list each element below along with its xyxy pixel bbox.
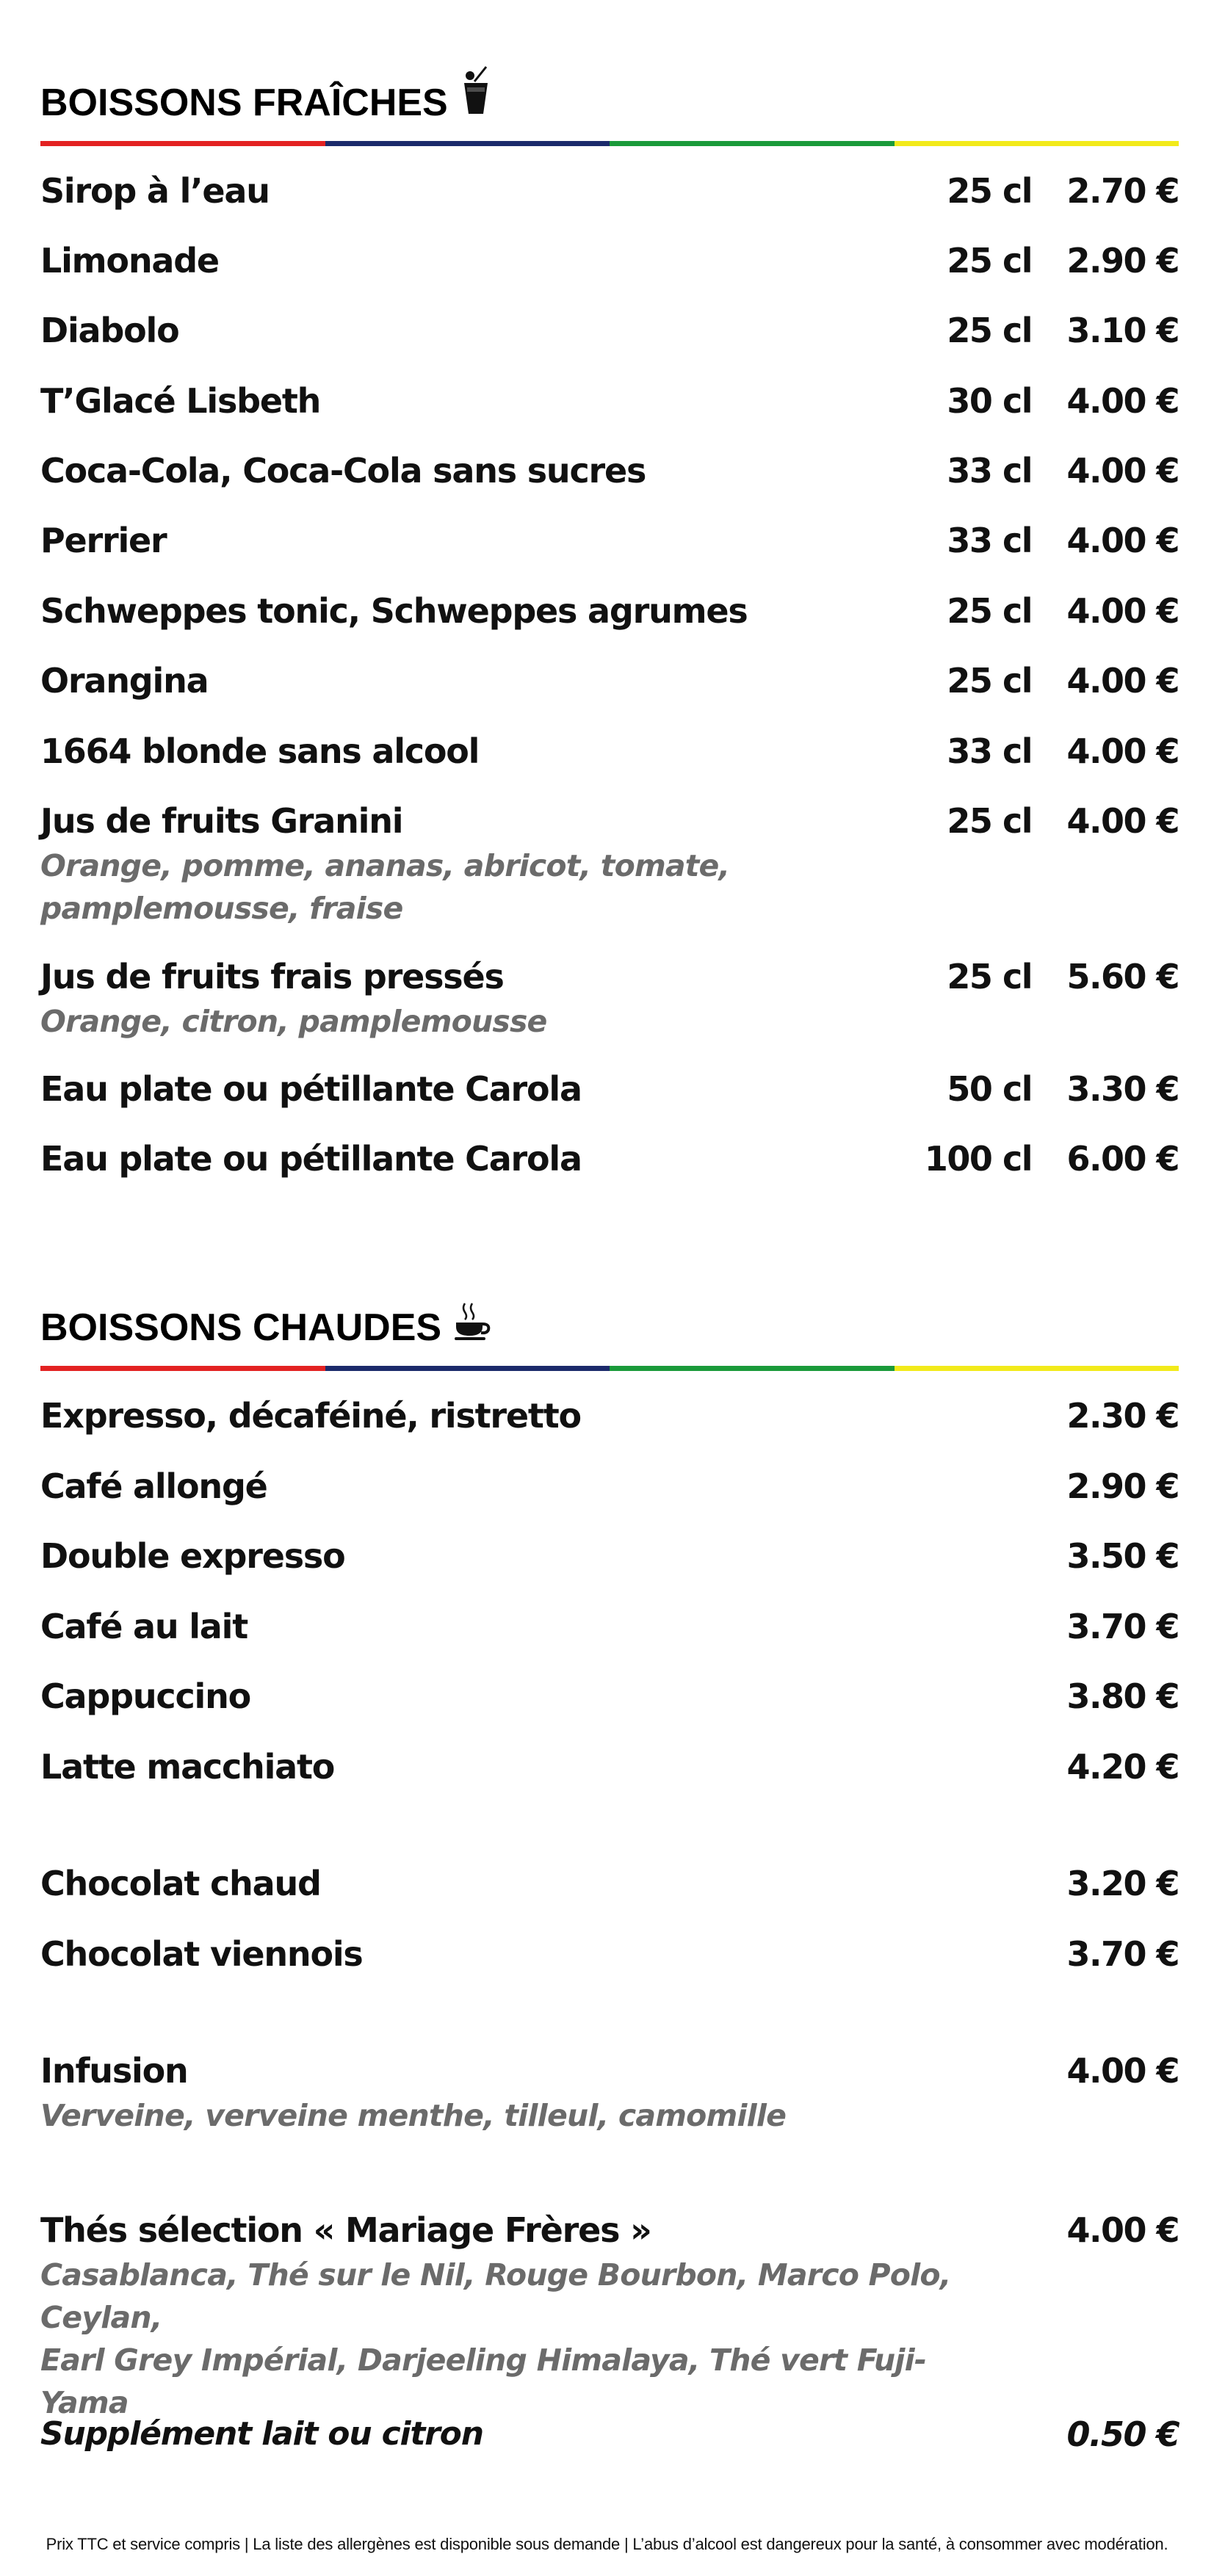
item-volume: 25 cl — [947, 171, 1032, 211]
item-description — [40, 2254, 995, 2424]
drink-with-straw-icon — [460, 65, 492, 125]
item-price: 2.90 € — [1066, 241, 1179, 281]
item-price: 4.00 € — [1066, 591, 1179, 631]
item-price: 3.80 € — [1066, 1676, 1179, 1716]
item-price: 4.20 € — [1066, 1747, 1179, 1787]
item-name: Double expresso — [40, 1536, 345, 1576]
item-price: 3.10 € — [1066, 311, 1179, 350]
item-price: 6.00 € — [1066, 1139, 1179, 1179]
item-name: Chocolat viennois — [40, 1934, 363, 1974]
item-name: Perrier — [40, 521, 167, 560]
tricolor-divider — [40, 1366, 1179, 1371]
item-price: 3.70 € — [1066, 1934, 1179, 1974]
item-name: Schweppes tonic, Schweppes agrumes — [40, 591, 748, 631]
item-volume: 30 cl — [947, 381, 1032, 421]
item-name: Limonade — [40, 241, 219, 281]
footer-legal-note: Prix TTC et service compris | La liste des allergènes est disponible sous demande | L’abus d’alcool est dangereux pour la santé, à consommer avec modération. — [46, 2535, 1168, 2553]
cold-drinks-title: BOISSONS FRAÎCHES — [40, 82, 448, 124]
item-price: 2.70 € — [1066, 171, 1179, 211]
item-description-line: Orange, citron, pamplemousse — [40, 1004, 547, 1039]
item-price: 3.20 € — [1066, 1864, 1179, 1903]
item-description-line: pamplemousse, fraise — [40, 891, 403, 926]
item-price: 3.50 € — [1066, 1536, 1179, 1576]
divider-yellow — [895, 141, 1179, 146]
item-name: Jus de fruits Granini — [40, 801, 403, 841]
item-volume: 50 cl — [947, 1069, 1032, 1109]
item-name: Diabolo — [40, 311, 179, 350]
item-volume: 25 cl — [947, 241, 1032, 281]
item-name: Jus de fruits frais pressés — [40, 957, 504, 996]
item-price: 0.50 € — [1066, 2414, 1179, 2454]
item-price: 4.00 € — [1066, 381, 1179, 421]
item-volume: 33 cl — [947, 521, 1032, 560]
item-price: 4.00 € — [1066, 801, 1179, 841]
tricolor-divider — [40, 141, 1179, 146]
item-volume: 33 cl — [947, 731, 1032, 771]
item-name: Cappuccino — [40, 1676, 251, 1716]
item-description — [40, 844, 995, 930]
item-price: 4.00 € — [1066, 2051, 1179, 2091]
item-name: Chocolat chaud — [40, 1864, 321, 1903]
item-volume: 25 cl — [947, 661, 1032, 701]
cold-drinks-heading — [40, 59, 492, 125]
divider-red — [40, 141, 325, 146]
item-volume: 33 cl — [947, 451, 1032, 491]
item-volume: 25 cl — [947, 957, 1032, 996]
item-name: Café au lait — [40, 1607, 248, 1646]
item-description — [40, 2094, 995, 2137]
item-volume: 100 cl — [924, 1139, 1032, 1179]
item-price: 4.00 € — [1066, 521, 1179, 560]
item-price: 3.30 € — [1066, 1069, 1179, 1109]
divider-red — [40, 1366, 325, 1371]
item-name: Sirop à l’eau — [40, 171, 270, 211]
item-name: Orangina — [40, 661, 209, 701]
item-name: Infusion — [40, 2051, 188, 2091]
item-price: 2.90 € — [1066, 1466, 1179, 1506]
item-description-line: Earl Grey Impérial, Darjeeling Himalaya, Thé vert Fuji-Yama — [40, 2342, 927, 2420]
item-name: 1664 blonde sans alcool — [40, 731, 480, 771]
item-volume: 25 cl — [947, 591, 1032, 631]
coffee-cup-icon — [453, 1300, 491, 1350]
item-price: 2.30 € — [1066, 1396, 1179, 1436]
item-description — [40, 1000, 995, 1043]
item-description-line: Orange, pomme, ananas, abricot, tomate, — [40, 848, 730, 883]
divider-navy — [325, 141, 610, 146]
item-price: 4.00 € — [1066, 451, 1179, 491]
item-name: Eau plate ou pétillante Carola — [40, 1069, 582, 1109]
item-name: Eau plate ou pétillante Carola — [40, 1139, 582, 1179]
item-price: 4.00 € — [1066, 2210, 1179, 2250]
item-name: Expresso, décaféiné, ristretto — [40, 1396, 581, 1436]
item-name: Coca-Cola, Coca-Cola sans sucres — [40, 451, 646, 491]
divider-navy — [325, 1366, 610, 1371]
item-price: 3.70 € — [1066, 1607, 1179, 1646]
hot-drinks-title: BOISSONS CHAUDES — [40, 1306, 442, 1349]
item-price: 4.00 € — [1066, 661, 1179, 701]
item-name: Thés sélection « Mariage Frères » — [40, 2210, 651, 2250]
item-price: 5.60 € — [1066, 957, 1179, 996]
item-volume: 25 cl — [947, 801, 1032, 841]
item-name: T’Glacé Lisbeth — [40, 381, 321, 421]
item-description-line: Verveine, verveine menthe, tilleul, camomille — [40, 2098, 787, 2133]
item-name: Latte macchiato — [40, 1747, 335, 1787]
hot-drinks-heading — [40, 1284, 491, 1350]
item-name: Supplément lait ou citron — [40, 2415, 483, 2453]
divider-green — [610, 1366, 895, 1371]
divider-green — [610, 141, 895, 146]
item-description-line: Casablanca, Thé sur le Nil, Rouge Bourbon, Marco Polo, Ceylan, — [40, 2257, 951, 2335]
divider-yellow — [895, 1366, 1179, 1371]
item-name: Café allongé — [40, 1466, 267, 1506]
item-price: 4.00 € — [1066, 731, 1179, 771]
item-volume: 25 cl — [947, 311, 1032, 350]
